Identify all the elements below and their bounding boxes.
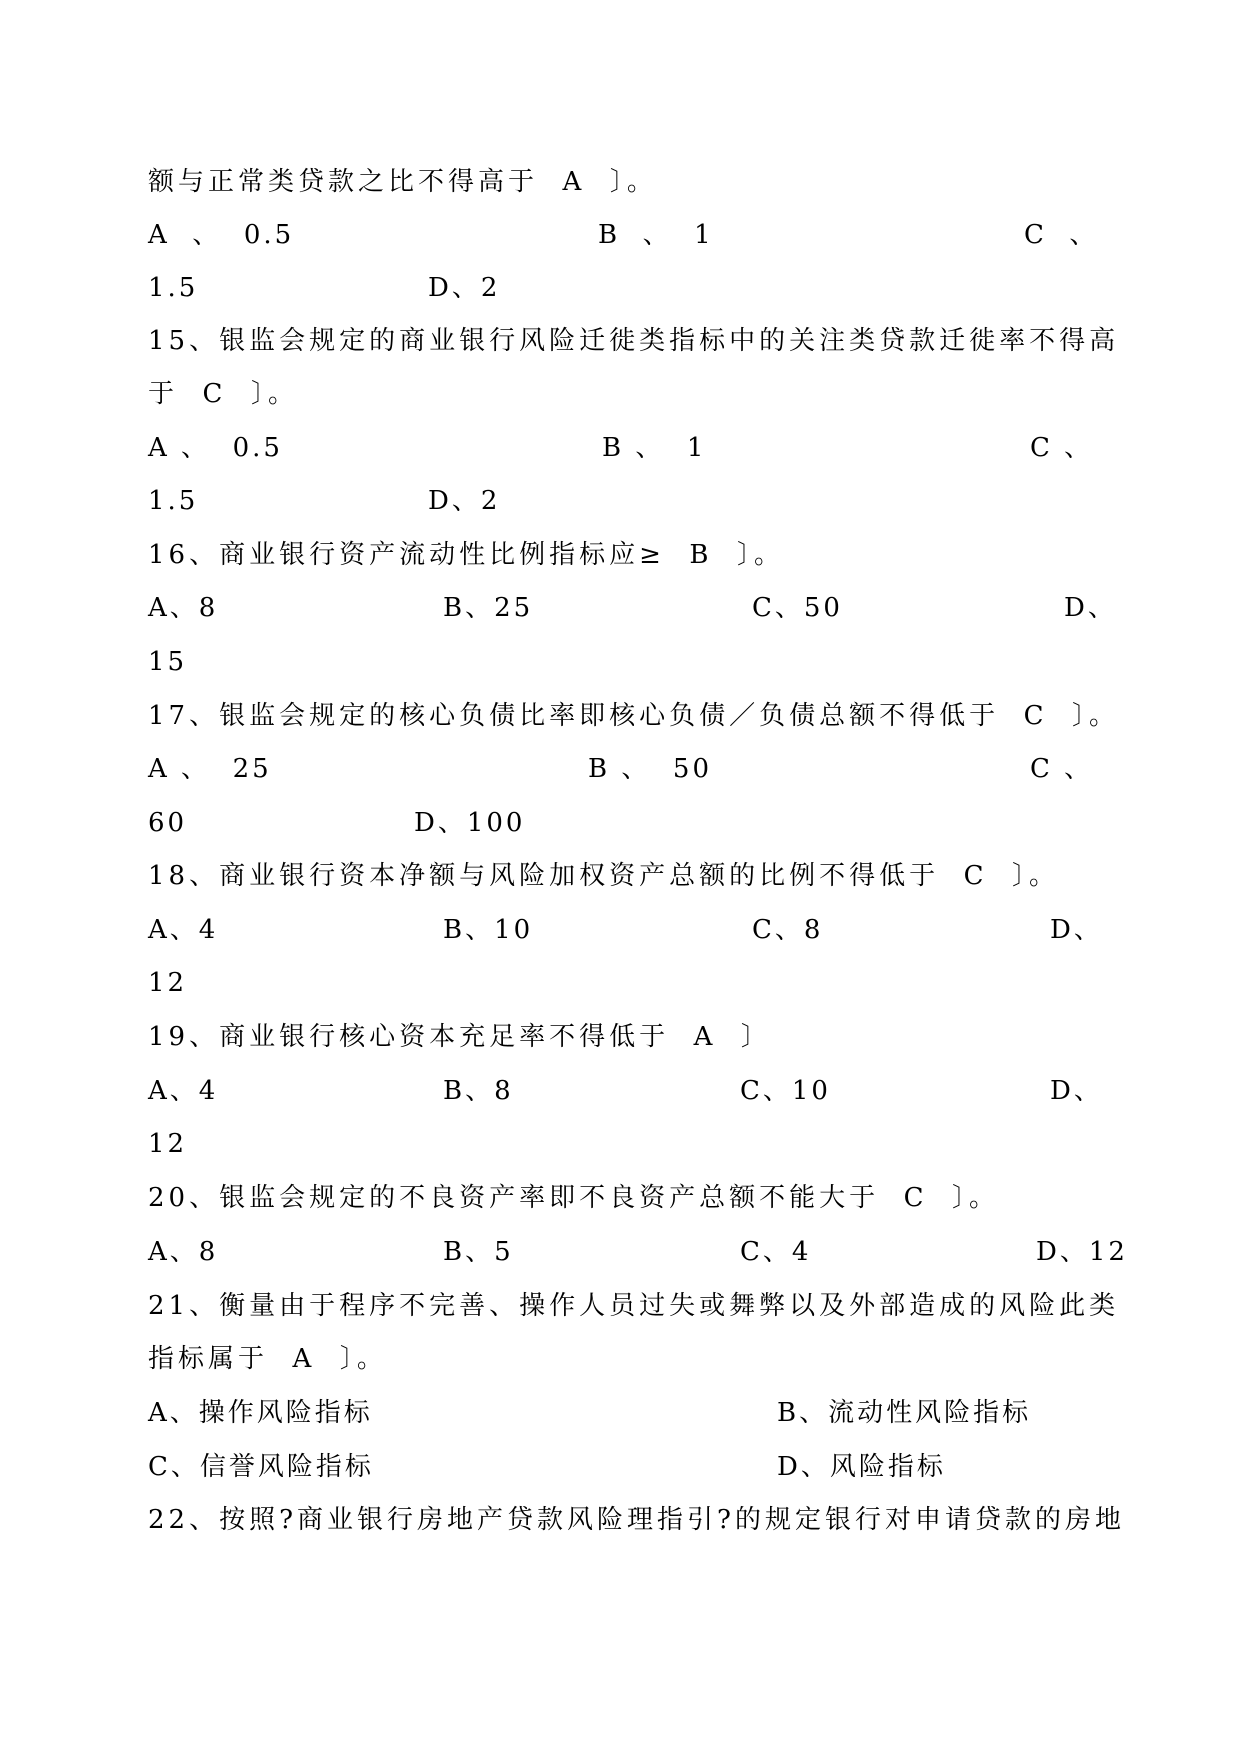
q16-option-b: B、25	[443, 593, 534, 623]
q21-option-b: B、流动性风险指标	[777, 1398, 1032, 1428]
q18-option-b: B、10	[443, 915, 534, 945]
q18-option-d-value: 12	[148, 968, 188, 998]
q19-option-c: C、10	[740, 1076, 831, 1106]
q16-option-d: D、	[1064, 593, 1117, 623]
question-15-stem-end: 于 C 〕。	[148, 379, 298, 409]
q14-option-d: D、2	[428, 273, 501, 303]
q20-option-a: A、8	[148, 1237, 219, 1267]
q17-option-c: C 、	[1030, 754, 1094, 784]
q20-option-b: B、5	[443, 1237, 514, 1267]
q18-option-a: A、4	[148, 915, 219, 945]
q14-option-c: C 、	[1024, 220, 1099, 250]
q17-option-d: D、100	[414, 808, 526, 838]
q16-option-a: A、8	[148, 593, 219, 623]
q19-option-d-value: 12	[148, 1129, 188, 1159]
question-16-stem: 16、商业银行资产流动性比例指标应≥ B 〕。	[148, 540, 785, 570]
q21-option-d: D、风险指标	[777, 1452, 946, 1482]
q15-option-b: B 、 1	[602, 433, 707, 463]
q21-option-a: A、操作风险指标	[148, 1398, 373, 1428]
q17-option-a: A 、 25	[148, 754, 272, 784]
q17-option-b: B 、 50	[588, 754, 712, 784]
q14-option-b: B 、 1	[598, 220, 714, 250]
q16-option-c: C、50	[752, 593, 843, 623]
q20-option-c: C、4	[740, 1237, 812, 1267]
q18-option-d: D、	[1050, 915, 1103, 945]
q19-option-d: D、	[1050, 1076, 1103, 1106]
q19-option-b: B、8	[443, 1076, 514, 1106]
q19-option-a: A、4	[148, 1076, 219, 1106]
question-19-stem: 19、商业银行核心资本充足率不得低于 A 〕	[148, 1022, 771, 1052]
q15-option-a: A 、 0.5	[148, 433, 283, 463]
q14-option-c-value: 1.5	[148, 273, 199, 303]
q17-option-c-value: 60	[148, 808, 188, 838]
question-17-stem: 17、银监会规定的核心负债比率即核心负债／负债总额不得低于 C 〕。	[148, 701, 1120, 731]
q21-option-c: C、信誉风险指标	[148, 1452, 374, 1482]
q16-option-d-value: 15	[148, 647, 188, 677]
question-15-stem: 15、银监会规定的商业银行风险迁徙类指标中的关注类贷款迁徙率不得高	[148, 326, 1120, 356]
q15-option-c-value: 1.5	[148, 486, 199, 516]
question-14-stem-end: 额与正常类贷款之比不得高于 A 〕。	[148, 167, 657, 197]
question-21-stem: 21、衡量由于程序不完善、操作人员过失或舞弊以及外部造成的风险此类	[148, 1291, 1120, 1321]
q20-option-d: D、12	[1036, 1237, 1128, 1267]
q15-option-c: C 、	[1030, 433, 1094, 463]
question-18-stem: 18、商业银行资本净额与风险加权资产总额的比例不得低于 C 〕。	[148, 861, 1060, 891]
q15-option-d: D、2	[428, 486, 501, 516]
q18-option-c: C、8	[752, 915, 824, 945]
q14-option-a: A 、 0.5	[148, 220, 295, 250]
question-20-stem: 20、银监会规定的不良资产率即不良资产总额不能大于 C 〕。	[148, 1183, 1000, 1213]
question-21-stem-end: 指标属于 A 〕。	[148, 1344, 387, 1374]
question-22-stem: 22、按照?商业银行房地产贷款风险理指引?的规定银行对申请贷款的房地	[148, 1505, 1125, 1535]
